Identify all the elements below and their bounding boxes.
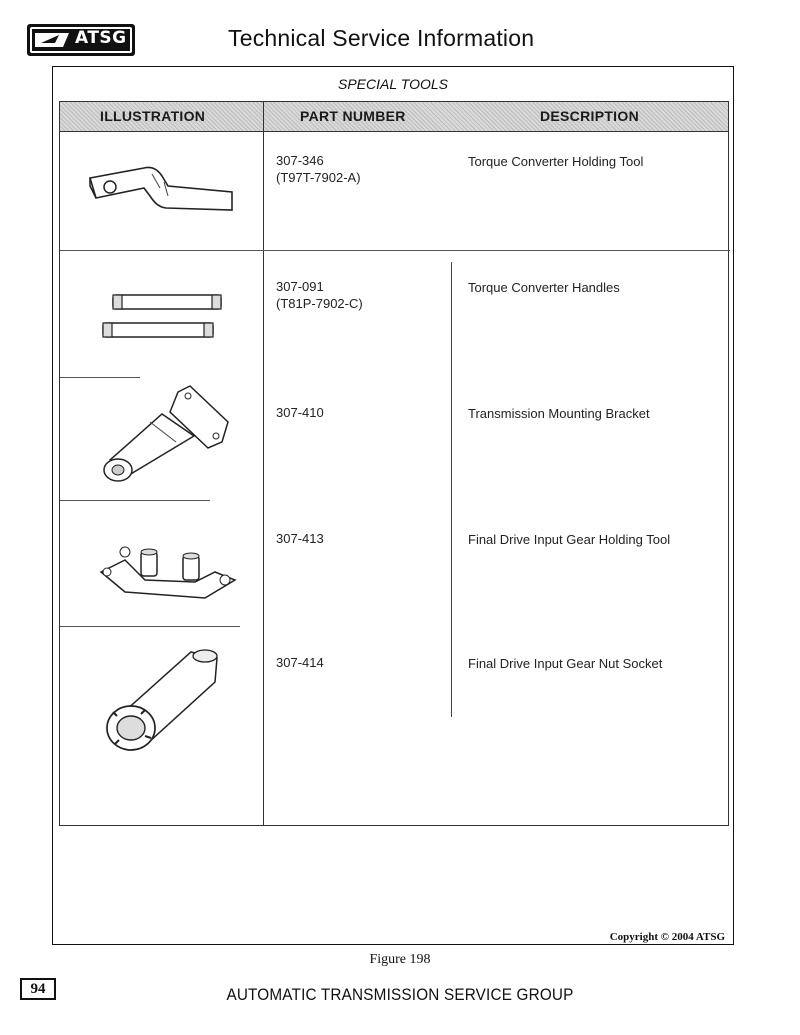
column-header-description: DESCRIPTION [540,108,639,124]
description-1: Torque Converter Holding Tool [468,154,644,169]
logo-emblem-icon [33,30,73,50]
mounting-bracket-icon [90,382,230,492]
figure-caption: Figure 198 [369,952,431,967]
column-divider [451,262,452,717]
row-divider [60,377,140,378]
logo-text: ATSG [75,28,127,48]
part-number-1: 307-346 (T97T-7902-A) [276,153,361,185]
part-number-2: 307-091 (T81P-7902-C) [276,279,363,311]
part-number-5: 307-414 [276,655,324,670]
description-3: Transmission Mounting Bracket [468,406,650,421]
section-title: SPECIAL TOOLS [338,76,448,92]
row-divider [60,250,730,251]
part-number-4: 307-413 [276,531,324,546]
row-divider [60,626,240,627]
description-4: Final Drive Input Gear Holding Tool [468,532,671,547]
nut-socket-icon [95,642,225,752]
column-divider [263,102,264,826]
table-header [60,102,728,132]
part-number-3: 307-410 [276,405,324,420]
column-header-part-number: PART NUMBER [300,108,406,124]
copyright-notice: Copyright © 2004 ATSG [609,931,725,943]
atsg-logo [27,24,135,56]
description-5: Final Drive Input Gear Nut Socket [468,656,663,671]
content-frame [52,66,734,945]
special-tools-table [59,101,729,826]
column-header-illustration: ILLUSTRATION [100,108,206,124]
page-title: Technical Service Information [228,25,535,51]
footer-text: AUTOMATIC TRANSMISSION SERVICE GROUP [226,985,574,1004]
gear-holding-tool-icon [85,522,245,622]
holding-tool-icon [82,152,242,232]
description-2: Torque Converter Handles [468,280,620,295]
page-number: 94 [20,978,56,1000]
handles-icon [95,287,235,357]
row-divider [60,500,210,501]
